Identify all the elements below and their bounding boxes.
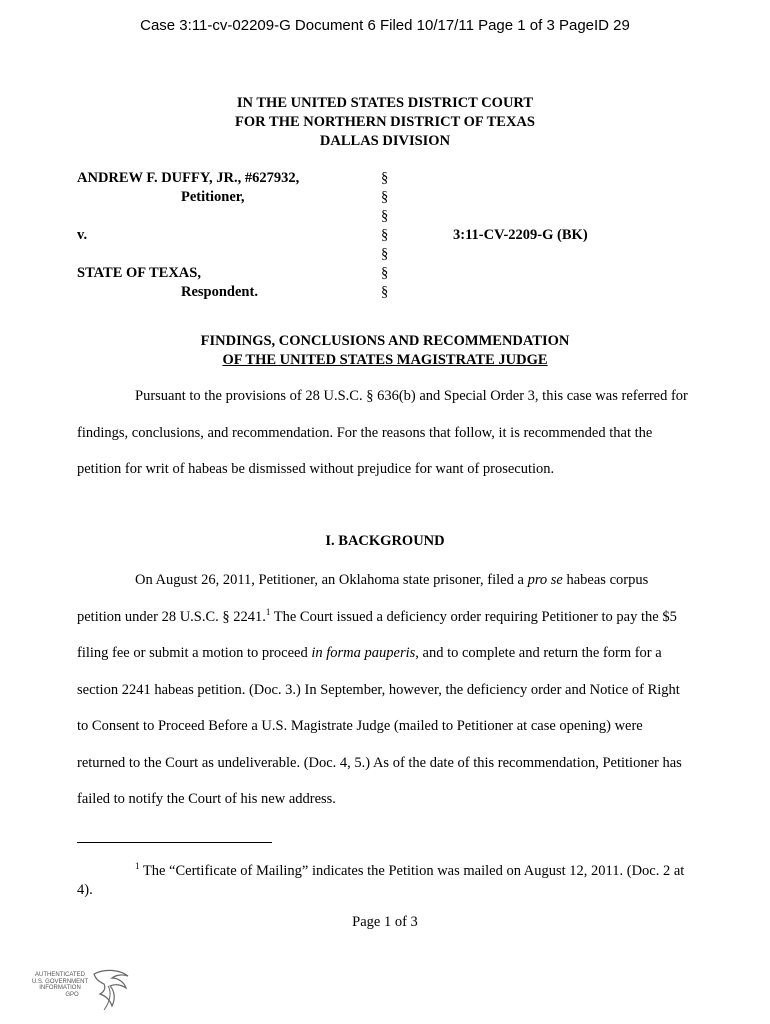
court-heading — [0, 94, 770, 151]
bg-text-4: , and to complete and return the form for a section 2241 habeas petition. (Doc. 3.) In September, however, the deficiency order and Notice of Right to Consent to Proceed Before a U.S. Magistrate Judge (mailed to Petitioner at case opening) were returned to the Court as undeliverable. (Doc. 4, 5.) As of the date of this recommendation, Petitioner has failed to notify the Court of his new address. — [77, 645, 682, 807]
section-mark: § — [381, 170, 389, 186]
petitioner-role: Petitioner, — [181, 189, 245, 205]
section-mark: § — [381, 189, 389, 205]
section-mark: § — [381, 227, 389, 243]
footnote-text: The “Certificate of Mailing” indicates the Petition was mailed on August 12, 2011. (Doc. 2 at 4). — [77, 863, 685, 898]
gpo-authentication-seal — [30, 968, 140, 1014]
respondent-name: STATE OF TEXAS, — [77, 265, 201, 281]
page-number: Page 1 of 3 — [352, 914, 418, 930]
title-line-1: FINDINGS, CONCLUSIONS AND RECOMMENDATION — [200, 333, 570, 349]
case-header: Case 3:11-cv-02209-G Document 6 Filed 10/17/11 Page 1 of 3 PageID 29 — [140, 17, 630, 34]
document-title — [0, 332, 770, 370]
intro-text: Pursuant to the provisions of 28 U.S.C. § 636(b) and Special Order 3, this case was referred for findings, conclusions, and recommendation. For the reasons that follow, it is recommended that the petition for writ of habeas be dismissed without prejudice for want of prosecution. — [77, 388, 688, 477]
footnote-ref[interactable]: 1 — [265, 606, 271, 617]
intro-paragraph — [77, 378, 692, 488]
gpo-seal-text — [30, 972, 90, 998]
bg-italic-ifp: in forma pauperis — [311, 645, 416, 661]
court-line-2: FOR THE NORTHERN DISTRICT OF TEXAS — [235, 114, 535, 130]
petitioner-name: ANDREW F. DUFFY, JR., #627932, — [77, 170, 300, 186]
section-mark: § — [381, 265, 389, 281]
section-heading: I. BACKGROUND — [325, 533, 445, 549]
case-number: 3:11-CV-2209-G (BK) — [453, 227, 588, 243]
bg-text-3: The Court issued a deficiency order requiring Petitioner to pay the $5 filing fee or submit a motion to proceed — [77, 608, 677, 661]
bg-text-2: habeas corpus petition under 28 U.S.C. § 2241. — [77, 572, 649, 625]
title-line-2 — [0, 351, 770, 370]
court-line-1: IN THE UNITED STATES DISTRICT COURT — [236, 95, 534, 111]
gpo-line-4: GPO — [65, 991, 79, 998]
bg-text-1: On August 26, 2011, Petitioner, an Oklahoma state prisoner, filed a — [135, 572, 528, 588]
title-line-2-text: OF THE UNITED STATES MAGISTRATE JUDGE — [222, 352, 548, 368]
gpo-line-1: AUTHENTICATED — [35, 972, 85, 978]
versus: v. — [77, 227, 88, 243]
section-mark: § — [381, 208, 389, 224]
gpo-line-3: INFORMATION — [39, 985, 81, 991]
footnote-marker: 1 — [135, 861, 140, 872]
section-marks — [381, 169, 388, 302]
gpo-line-2: U.S. GOVERNMENT — [31, 978, 89, 985]
section-mark: § — [381, 246, 389, 262]
footnote — [77, 862, 692, 900]
footnote-divider — [77, 842, 272, 843]
eagle-icon — [86, 968, 136, 1014]
court-line-3: DALLAS DIVISION — [319, 133, 451, 149]
bg-italic-pro-se: pro se — [527, 572, 563, 588]
section-mark: § — [381, 284, 389, 300]
respondent-role: Respondent. — [181, 284, 258, 300]
background-paragraph — [77, 562, 692, 818]
